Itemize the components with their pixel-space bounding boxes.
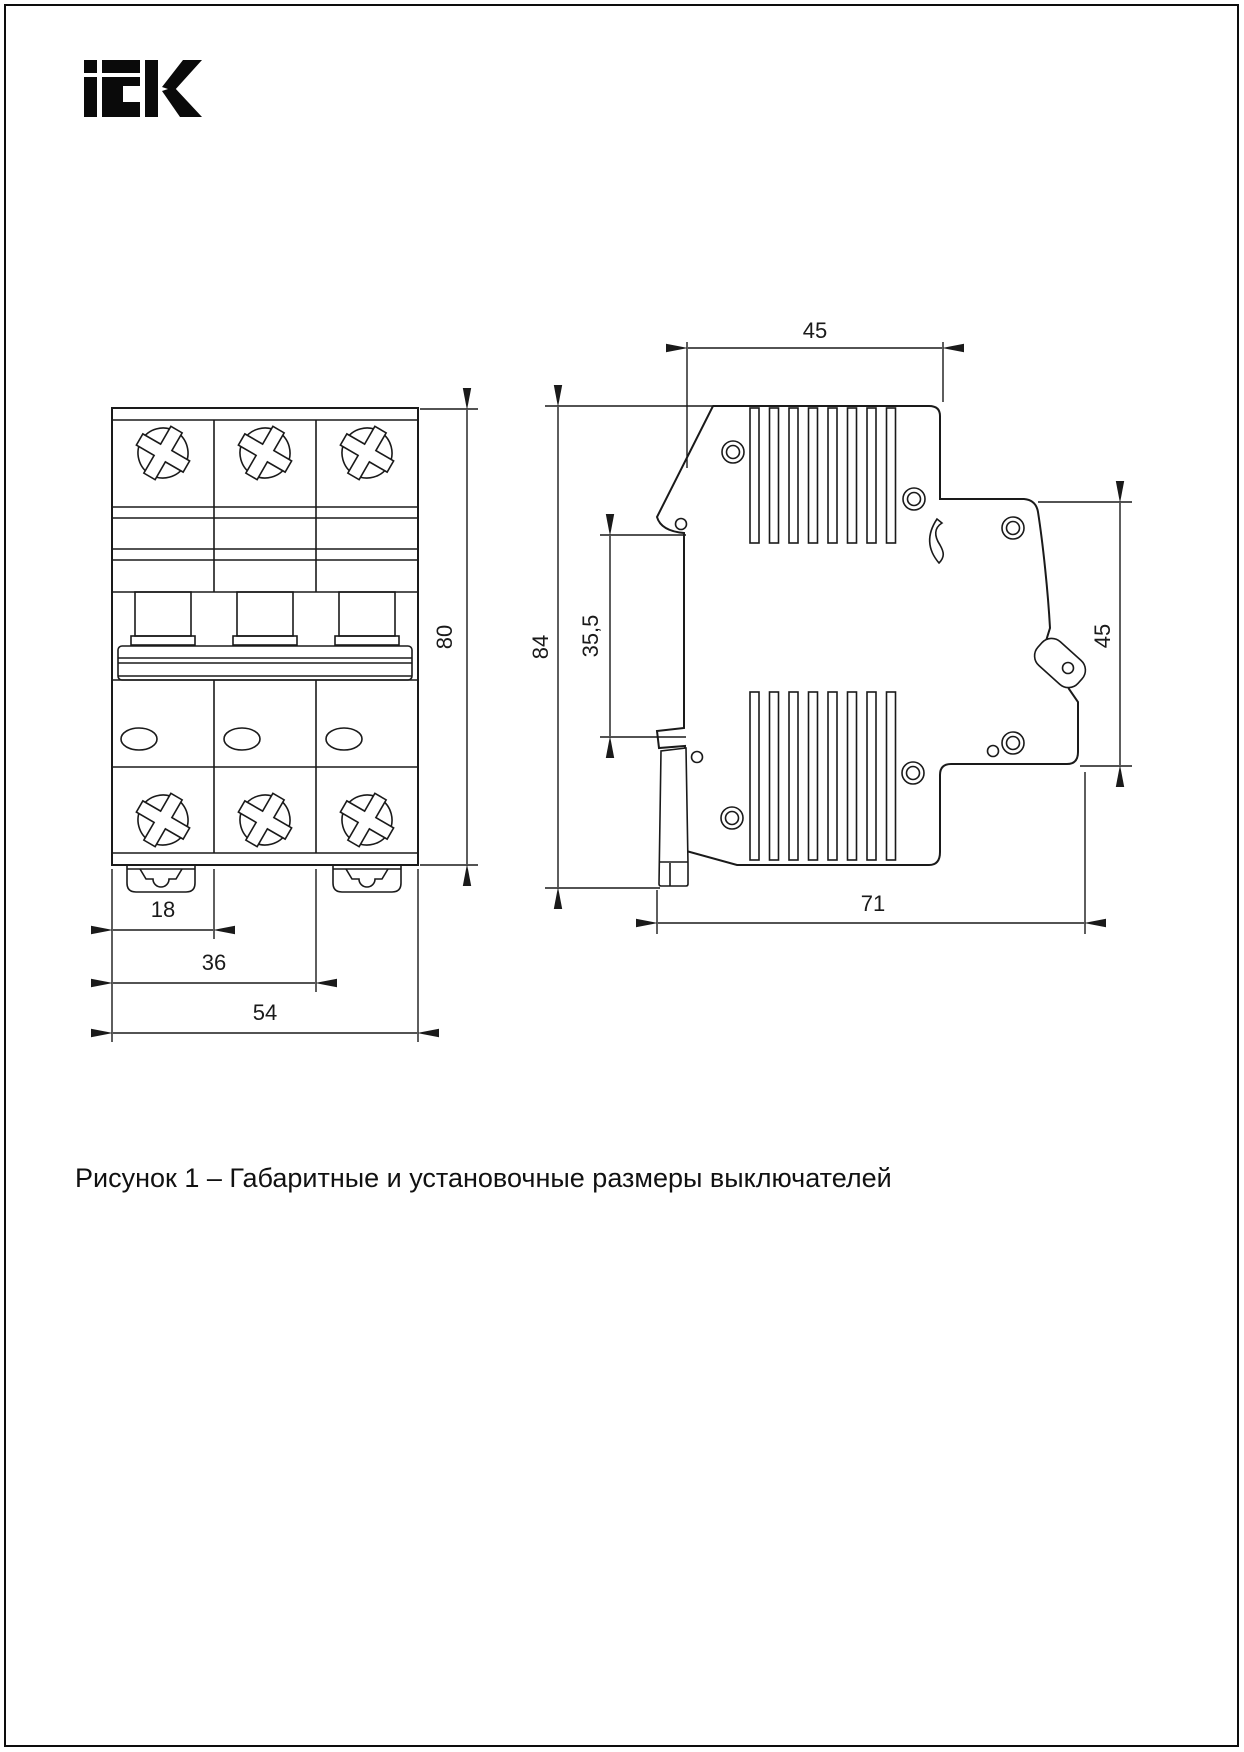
rivet-icon bbox=[1002, 517, 1024, 539]
dim-depth-label: 71 bbox=[860, 891, 886, 916]
dim-din-slot-label: 35,5 bbox=[578, 614, 603, 658]
dim-top-width-label: 45 bbox=[802, 318, 828, 343]
terminal-screw-icon bbox=[228, 416, 302, 490]
din-latch bbox=[659, 748, 688, 886]
vent-ribs-lower bbox=[750, 692, 896, 860]
dim-front-height-label: 45 bbox=[1090, 623, 1115, 649]
side-view-drawing bbox=[657, 406, 1091, 886]
terminal-screw-icon bbox=[228, 783, 302, 857]
figure-caption: Рисунок 1 – Габаритные и установочные размеры выключателей bbox=[75, 1163, 892, 1193]
front-view-dimensions bbox=[112, 409, 478, 1042]
rivet-icon bbox=[722, 441, 744, 463]
rivet-icon bbox=[1002, 732, 1024, 754]
terminal-screw-icon bbox=[330, 783, 404, 857]
dim-overall-width-label: 54 bbox=[252, 1000, 278, 1025]
terminal-screw-icon bbox=[126, 783, 200, 857]
rivet-icon bbox=[902, 762, 924, 784]
terminal-screw-icon bbox=[126, 416, 200, 490]
terminal-screw-icon bbox=[330, 416, 404, 490]
front-view-dim-labels bbox=[151, 625, 457, 1025]
side-view-dimensions bbox=[545, 342, 1132, 934]
dim-overall-height-label: 84 bbox=[528, 634, 553, 660]
din-clip bbox=[333, 865, 401, 892]
rivet-icon bbox=[721, 807, 743, 829]
dim-pole-width-label: 18 bbox=[150, 897, 176, 922]
dim-overall-height-label: 80 bbox=[432, 624, 457, 650]
curved-slot bbox=[930, 519, 944, 563]
dim-two-poles-label: 36 bbox=[201, 950, 227, 975]
vent-ribs-upper bbox=[750, 408, 896, 543]
terminal-lug bbox=[1029, 633, 1091, 693]
front-view-drawing bbox=[112, 408, 418, 892]
din-clip bbox=[127, 865, 195, 892]
side-view-dim-labels bbox=[528, 318, 1115, 916]
rivet-icon bbox=[903, 488, 925, 510]
